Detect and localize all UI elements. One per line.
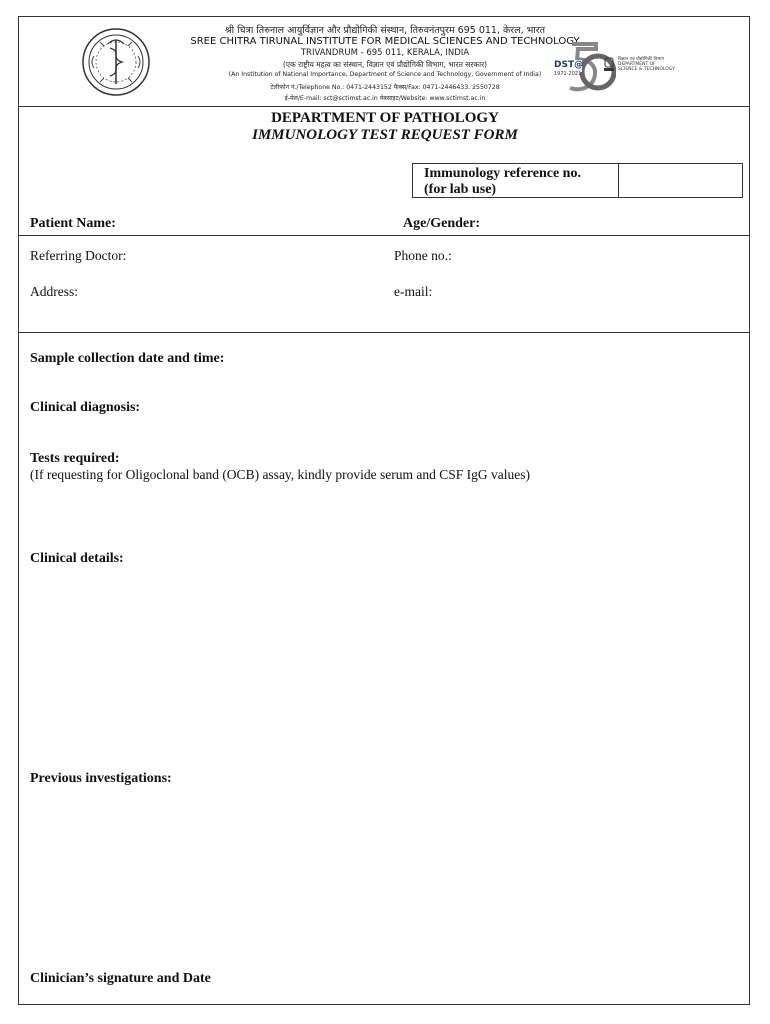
dst-english-label-2: SCIENCE & TECHNOLOGY [618, 67, 675, 72]
reference-number-field[interactable] [619, 164, 742, 197]
reference-label-line-1: Immunology reference no. [424, 166, 581, 181]
reference-number-box [412, 163, 743, 198]
header-contact: टेलीफोन नं./Telephone No.: 0471-2443152 फैक्स/Fax: 0471-2446433, 2550728 [270, 84, 500, 91]
reference-number-label [424, 166, 581, 198]
header-english-name: SREE CHITRA TIRUNAL INSTITUTE FOR MEDICAL SCIENCES AND TECHNOLOGY [190, 36, 580, 47]
tests-required-note: (If requesting for Oligoclonal band (OCB) assay, kindly provide serum and CSF IgG values) [30, 467, 531, 482]
sample-collection-label: Sample collection date and time: [30, 351, 225, 366]
address-label: Address: [30, 284, 78, 299]
dst-50-logo [552, 38, 702, 96]
patient-divider [18, 235, 750, 236]
tests-required-label: Tests required: [30, 451, 120, 466]
patient-name-label: Patient Name: [30, 216, 116, 231]
email-label: e-mail: [394, 284, 433, 299]
header-divider [18, 106, 750, 107]
clinical-details-label: Clinical details: [30, 551, 124, 566]
header-english-status: (An Institution of National Importance, Department of Science and Technology, Government of India) [228, 71, 542, 78]
dst-hindi-label: विज्ञान एवं प्रौद्योगिकी विभाग [618, 57, 665, 62]
header-web: ई-मेल/E-mail: sct@sctimst.ac.in वेबसाइट/Website: www.sctimst.ac.in [284, 95, 486, 102]
phone-label: Phone no.: [394, 248, 452, 263]
dst-english-label-1: DEPARTMENT OF [618, 62, 656, 67]
address-divider [18, 332, 750, 333]
age-gender-label: Age/Gender: [403, 216, 480, 231]
dst-badge-text: DST@ [554, 60, 584, 70]
form-title: IMMUNOLOGY TEST REQUEST FORM [252, 127, 518, 143]
referring-doctor-label: Referring Doctor: [30, 248, 127, 263]
reference-label-line-2: (for lab use) [424, 182, 497, 197]
previous-investigations-label: Previous investigations: [30, 771, 172, 786]
clinical-diagnosis-label: Clinical diagnosis: [30, 400, 141, 415]
national-emblem-icon [602, 56, 616, 74]
signature-label: Clinician’s signature and Date [30, 971, 211, 986]
header-hindi-status: (एक राष्ट्रीय महत्व का संस्थान, विज्ञान एवं प्रौद्योगिकी विभाग, भारत सरकार) [282, 60, 488, 69]
header-hindi-name: श्री चित्रा तिरुनाल आयुर्विज्ञान और प्रौद्योगिकी संस्थान, तिरुवनंतपुरम 695 011, केरल, भारत [224, 25, 546, 36]
dst-years-text: 1971-2021 [554, 71, 582, 77]
header-city: TRIVANDRUM - 695 011, KERALA, INDIA [300, 48, 470, 58]
department-title: DEPARTMENT OF PATHOLOGY [271, 110, 499, 126]
